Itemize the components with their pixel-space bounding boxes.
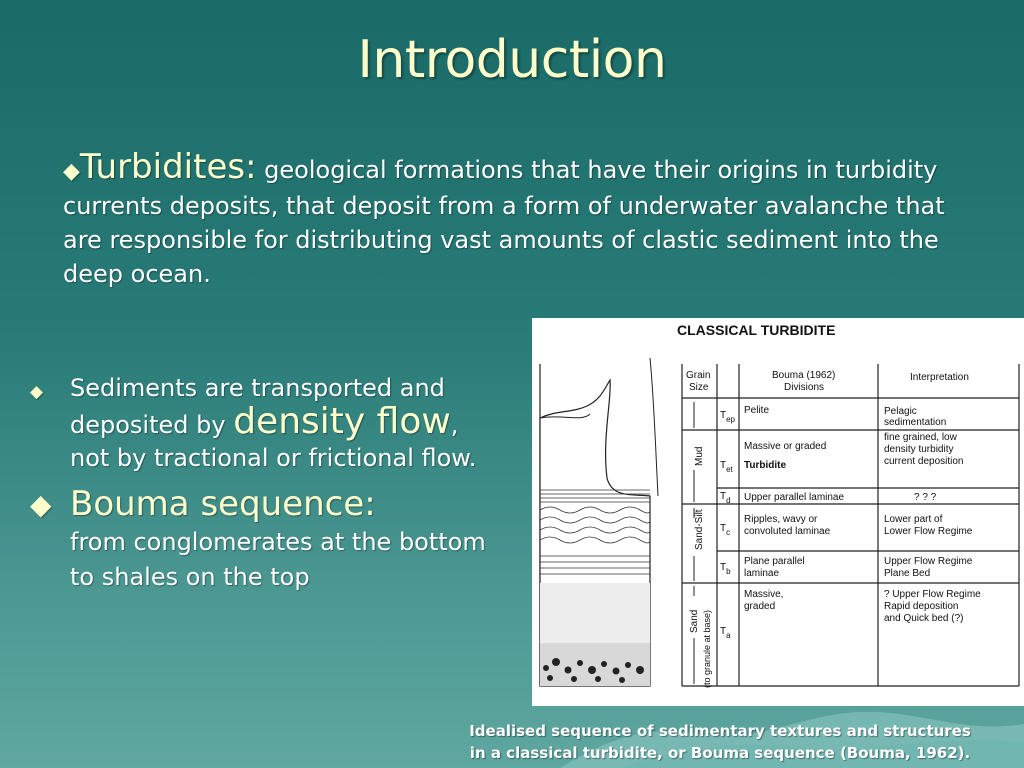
- row-interp-1a: Pelagic: [884, 406, 917, 417]
- row-division-pelite: Pelite: [744, 405, 770, 416]
- row-interp-6c: and Quick bed (?): [884, 613, 964, 624]
- row-division-massive-2: graded: [744, 601, 776, 612]
- row-division-ripples-2: convoluted laminae: [744, 526, 831, 537]
- row-interp-1b: sedimentation: [884, 417, 947, 428]
- row-interp-5a: Upper Flow Regime: [884, 556, 973, 567]
- grain-label-mud: Mud: [694, 446, 705, 466]
- diamond-bullet-icon: ◆: [30, 382, 44, 402]
- row-interp-2c: current deposition: [884, 456, 964, 467]
- sediment-column-illustration: [540, 358, 658, 686]
- bullet-list: [30, 372, 500, 595]
- bullet-text: Sediments are transported and deposited by: [70, 374, 445, 439]
- grain-label-sand-note: (to granule at base): [702, 609, 712, 688]
- row-interp-6a: ? Upper Flow Regime: [884, 589, 981, 600]
- row-interp-2a: fine grained, low: [884, 432, 957, 443]
- figure-caption: [420, 720, 1020, 764]
- row-division-ripples: Ripples, wavy or: [744, 514, 818, 525]
- row-code-ep: $T_{ep}$: [720, 410, 736, 424]
- definition-paragraph: [63, 147, 983, 291]
- slide-title: Introduction: [357, 30, 667, 90]
- row-division-massive-graded: Massive or graded: [744, 441, 827, 452]
- caption-line-1: Idealised sequence of sedimentary textures and structures: [469, 722, 971, 740]
- bullet-text-after: , not by tractional or frictional flow.: [70, 411, 477, 472]
- definition-term: Turbidites:: [79, 147, 257, 187]
- row-division-upper-parallel: Upper parallel laminae: [744, 492, 845, 503]
- row-interp-4a: Lower part of: [884, 514, 943, 525]
- row-interp-6b: Rapid deposition: [884, 601, 959, 612]
- grain-label-sand-silt: Sand-Silt: [694, 509, 705, 550]
- row-code-a: $T_a$: [720, 626, 731, 640]
- bullet-highlight: density flow: [233, 401, 451, 442]
- turbidite-diagram: [532, 318, 1024, 706]
- row-code-c: $T_c$: [720, 523, 731, 537]
- bullet-item-bouma-sequence: [30, 484, 500, 595]
- grain-label-sand: Sand: [689, 609, 700, 633]
- header-divisions-1: Bouma (1962): [772, 370, 836, 381]
- row-code-b: $T_b$: [720, 562, 731, 576]
- row-interp-4b: Lower Flow Regime: [884, 526, 973, 537]
- row-division-plane-parallel-2: laminae: [744, 568, 780, 579]
- figure-heading: CLASSICAL TURBIDITE: [677, 322, 836, 338]
- header-grain-size-1: Grain: [686, 370, 711, 381]
- diamond-bullet-icon: ◆: [30, 488, 52, 521]
- row-division-turbidite: Turbidite: [744, 460, 787, 471]
- row-interp-3: ? ? ?: [914, 492, 937, 503]
- bullet-highlight: Bouma sequence:: [70, 484, 376, 524]
- header-divisions-2: Divisions: [784, 382, 825, 393]
- diamond-bullet-icon: ◆: [63, 159, 80, 184]
- row-code-d: $T_d$: [720, 491, 731, 505]
- row-code-et: $T_{et}$: [720, 460, 733, 474]
- bullet-text-after: from conglomerates at the bottom to shales on the top: [70, 528, 486, 591]
- row-interp-2b: density turbidity: [884, 444, 954, 455]
- classical-turbidite-figure: [532, 318, 1024, 706]
- row-interp-5b: Plane Bed: [884, 568, 931, 579]
- row-division-massive: Massive,: [744, 589, 784, 600]
- header-interpretation: Interpretation: [910, 372, 969, 383]
- caption-line-2: in a classical turbidite, or Bouma sequence (Bouma, 1962).: [469, 744, 971, 762]
- bullet-item-density-flow: [30, 372, 500, 475]
- header-grain-size-2: Size: [689, 382, 709, 393]
- row-division-plane-parallel: Plane parallel: [744, 556, 805, 567]
- definition-text: geological formations that have their origins in turbidity currents deposits, that deposit from a form of underwater avalanche that are responsible for distributing vast amounts of clastic sediment into the deep ocean.: [63, 156, 945, 288]
